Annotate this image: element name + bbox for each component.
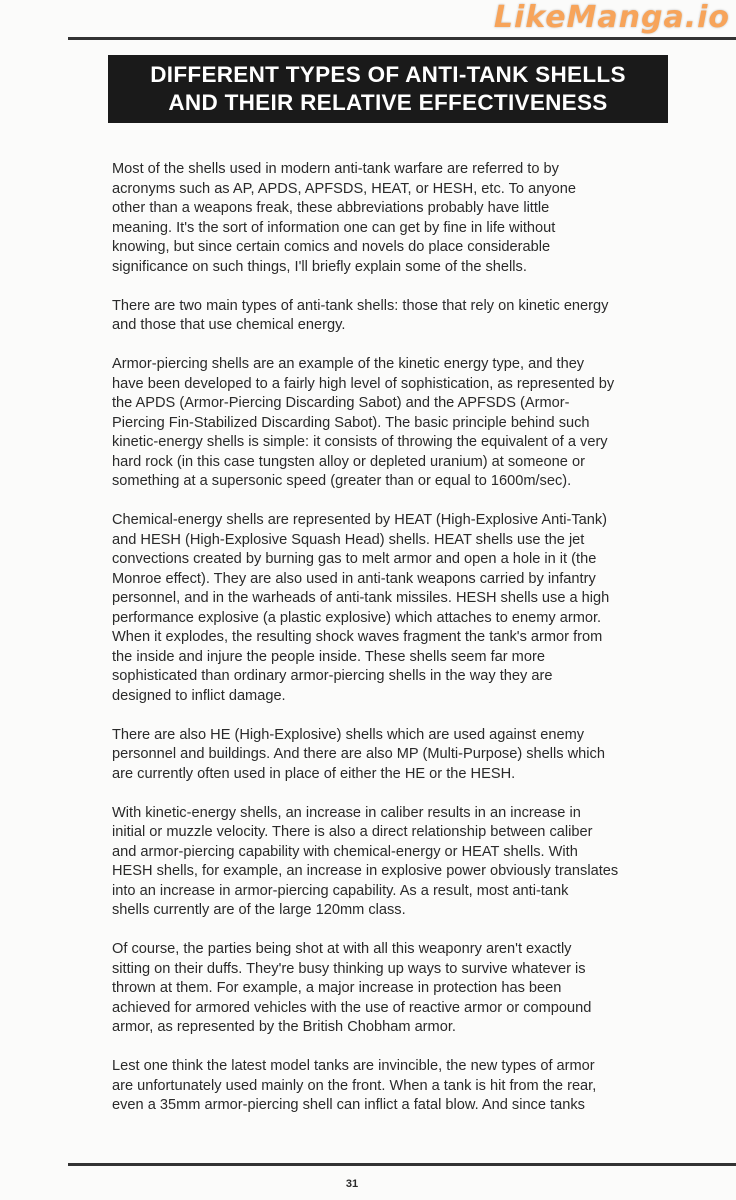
text-line: Chemical-energy shells are represented by HEAT (High-Explosive Anti-Tank): [112, 512, 608, 528]
text-line: something at a supersonic speed (greater than or equal to 1600m/sec).: [112, 473, 572, 489]
body-text: [112, 160, 712, 1135]
paragraph: [112, 297, 712, 336]
text-line: Most of the shells used in modern anti-tank warfare are referred to by: [112, 161, 559, 177]
text-line: the APDS (Armor-Piercing Discarding Sabot) and the APFSDS (Armor-: [112, 395, 570, 411]
paragraph: [112, 1057, 712, 1116]
text-line: knowing, but since certain comics and novels do place considerable: [112, 239, 551, 255]
text-line: and armor-piercing capability with chemical-energy or HEAT shells. With: [112, 843, 578, 860]
page-number: 31: [345, 1178, 359, 1190]
text-line: sitting on their duffs. They're busy thinking up ways to survive whatever is: [112, 960, 586, 977]
text-line: Lest one think the latest model tanks are invincible, the new types of armor: [112, 1058, 595, 1074]
text-line: HESH shells, for example, an increase in explosive power obviously translates: [112, 863, 619, 879]
paragraph: [112, 511, 712, 706]
text-line: meaning. It's the sort of information one can get by fine in life without: [112, 219, 556, 236]
text-line: performance explosive (a plastic explosive) which attaches to enemy armor.: [112, 609, 602, 626]
text-line: Monroe effect). They are also used in anti-tank weapons carried by infantry: [112, 570, 596, 587]
title-line: DIFFERENT TYPES OF ANTI-TANK SHELLS: [150, 62, 626, 87]
text-line: personnel, and in the warheads of anti-tank missiles. HESH shells use a high: [112, 590, 610, 606]
text-line: convections created by burning gas to melt armor and open a hole in it (the: [112, 551, 597, 567]
text-line: Of course, the parties being shot at with all this weaponry aren't exactly: [112, 941, 572, 957]
paragraph: [112, 940, 712, 1038]
text-line: achieved for armored vehicles with the use of reactive armor or compound: [112, 999, 592, 1016]
text-line: personnel and buildings. And there are also MP (Multi-Purpose) shells which: [112, 746, 605, 762]
text-line: When it explodes, the resulting shock waves fragment the tank's armor from: [112, 629, 603, 645]
text-line: kinetic-energy shells is simple: it consists of throwing the equivalent of a very: [112, 434, 608, 450]
text-line: hard rock (in this case tungsten alloy or depleted uranium) at someone or: [112, 453, 585, 470]
text-line: Armor-piercing shells are an example of the kinetic energy type, and they: [112, 356, 585, 372]
text-line: into an increase in armor-piercing capability. As a result, most anti-tank: [112, 882, 569, 899]
text-line: sophisticated than ordinary armor-piercing shells in the way they are: [112, 668, 553, 684]
text-line: acronyms such as AP, APDS, APFSDS, HEAT, or HESH, etc. To anyone: [112, 180, 576, 197]
page-title: [108, 55, 668, 123]
top-rule: [68, 37, 736, 40]
text-line: Piercing Fin-Stabilized Discarding Sabot). The basic principle behind such: [112, 414, 590, 431]
paragraph: [112, 726, 712, 785]
text-line: and those that use chemical energy.: [112, 317, 346, 333]
paragraph: [112, 160, 712, 277]
text-line: significance on such things, I'll briefly explain some of the shells.: [112, 258, 527, 275]
text-line: There are two main types of anti-tank shells: those that rely on kinetic energy: [112, 297, 609, 314]
text-line: are unfortunately used mainly on the front. When a tank is hit from the rear,: [112, 1077, 597, 1094]
text-line: With kinetic-energy shells, an increase in caliber results in an increase in: [112, 804, 581, 821]
text-line: and HESH (High-Explosive Squash Head) shells. HEAT shells use the jet: [112, 531, 585, 548]
text-line: initial or muzzle velocity. There is also a direct relationship between caliber: [112, 824, 593, 840]
text-line: have been developed to a fairly high level of sophistication, as represented by: [112, 375, 615, 392]
text-line: the inside and injure the people inside. These shells seem far more: [112, 648, 545, 665]
watermark-logo: LikeManga.io: [493, 0, 730, 35]
paragraph: [112, 804, 712, 921]
bottom-rule: [68, 1163, 736, 1166]
text-line: even a 35mm armor-piercing shell can inflict a fatal blow. And since tanks: [112, 1097, 585, 1113]
text-line: designed to inflict damage.: [112, 687, 286, 704]
text-line: There are also HE (High-Explosive) shells which are used against enemy: [112, 726, 585, 743]
text-line: are currently often used in place of either the HE or the HESH.: [112, 765, 516, 782]
text-line: shells currently are of the large 120mm class.: [112, 902, 406, 918]
paragraph: [112, 355, 712, 492]
text-line: other than a weapons freak, these abbreviations probably have little: [112, 200, 550, 216]
title-line: AND THEIR RELATIVE EFFECTIVENESS: [168, 90, 608, 115]
text-line: thrown at them. For example, a major increase in protection has been: [112, 980, 562, 996]
text-line: armor, as represented by the British Chobham armor.: [112, 1019, 456, 1035]
